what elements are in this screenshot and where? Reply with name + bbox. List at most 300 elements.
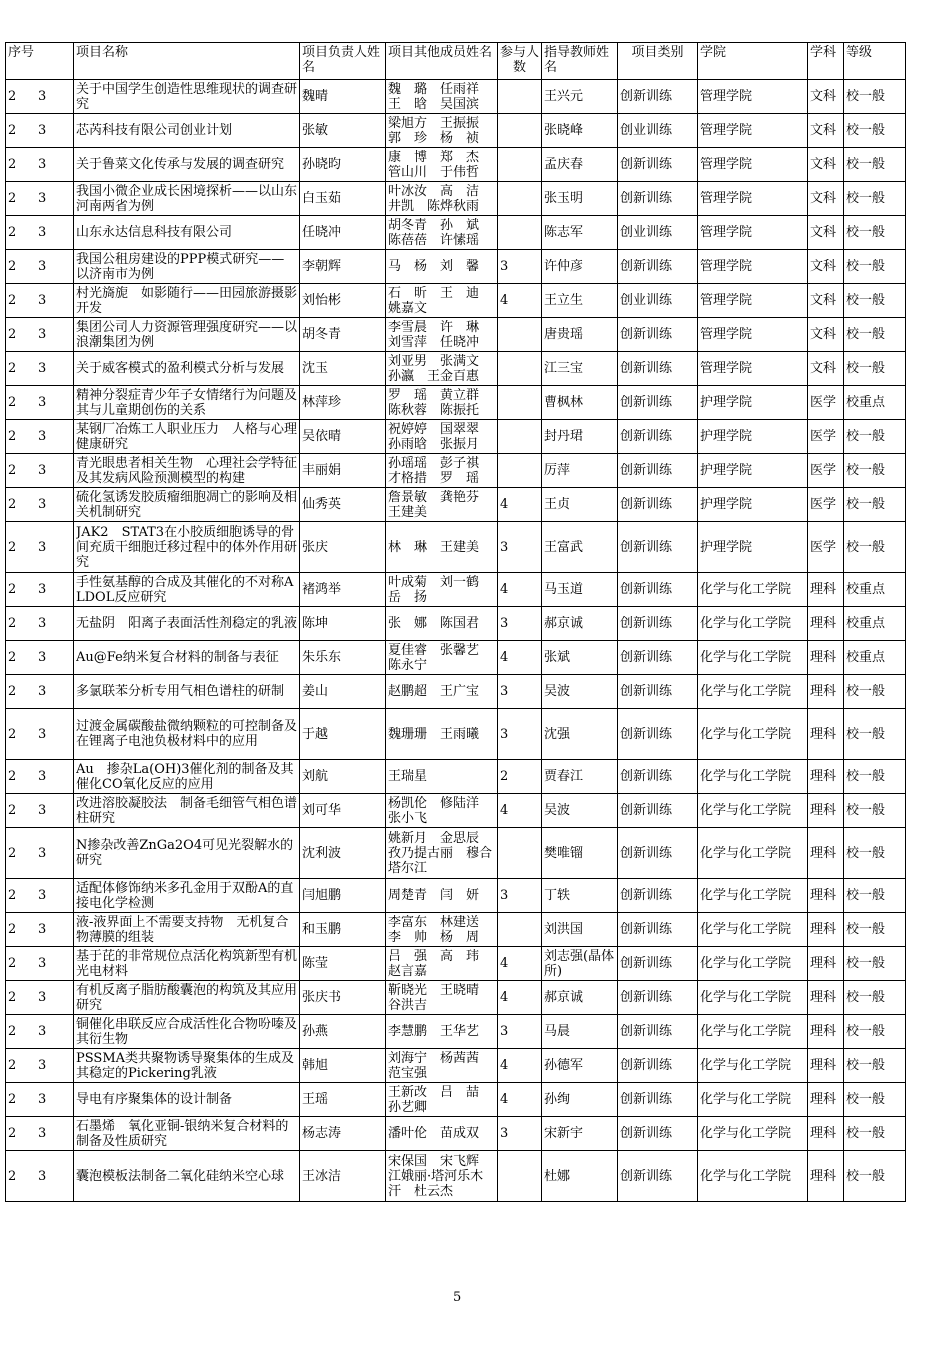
grade-cell — [844, 828, 906, 879]
seq-part-b: 3 — [38, 429, 47, 444]
header-seq: 序号 — [6, 43, 74, 80]
college-cell-text: 化学与化工学院 — [700, 1092, 792, 1107]
members-cell — [386, 352, 498, 386]
project-name-cell-text: 有机反离子脂肪酸囊泡的构筑及其应用研究 — [76, 982, 297, 1013]
project-name-cell — [74, 760, 300, 794]
size-cell-text: 4 — [500, 293, 509, 308]
seq-cell — [6, 675, 74, 709]
type-cell — [618, 522, 698, 573]
leader-cell — [300, 675, 386, 709]
members-cell-text: 罗 瑶 黄立群 陈秋蓉 陈振托 — [388, 387, 493, 418]
college-cell-text: 化学与化工学院 — [700, 990, 792, 1005]
members-cell — [386, 182, 498, 216]
leader-cell-text: 朱乐东 — [302, 650, 342, 665]
project-name-cell-text: 多氯联苯分析专用气相色谱柱的研制 — [76, 684, 285, 699]
seq-part-b: 3 — [38, 726, 47, 742]
size-cell-text: 3 — [500, 616, 509, 631]
project-name-cell-text: 手性氨基醇的合成及其催化的不对称ALDOL反应研究 — [76, 574, 294, 605]
seq-part-a: 2 — [8, 497, 17, 512]
header-discipline: 学科 — [808, 43, 844, 80]
table-row — [6, 420, 906, 454]
leader-cell-text: 沈利波 — [302, 845, 342, 861]
type-cell-text: 创新训练 — [620, 395, 673, 410]
grade-cell-text: 校重点 — [846, 582, 886, 597]
project-name-cell — [74, 879, 300, 913]
advisor-cell — [542, 250, 618, 284]
members-cell-text: 叶冰汝 高 洁 井凯 陈烨秋雨 — [388, 183, 493, 214]
advisor-cell — [542, 760, 618, 794]
college-cell — [698, 573, 808, 607]
type-cell — [618, 709, 698, 760]
advisor-cell — [542, 80, 618, 114]
advisor-cell-text: 杜娜 — [544, 1168, 571, 1184]
size-cell — [498, 454, 542, 488]
college-cell — [698, 420, 808, 454]
type-cell — [618, 794, 698, 828]
discipline-cell-text: 理科 — [810, 1092, 837, 1107]
size-cell-text: 3 — [500, 539, 509, 555]
college-cell-text: 护理学院 — [700, 497, 753, 512]
size-cell — [498, 1117, 542, 1151]
grade-cell-text: 校一般 — [846, 157, 886, 172]
discipline-cell-text: 理科 — [810, 956, 837, 971]
members-cell-text: 詹景敏 龚艳芬 王建美 — [388, 489, 493, 520]
seq-part-a: 2 — [8, 327, 17, 342]
advisor-cell-text: 郝京诚 — [544, 990, 584, 1005]
type-cell-text: 创新训练 — [620, 803, 673, 818]
seq-part-b: 3 — [38, 803, 47, 818]
project-name-cell — [74, 947, 300, 981]
grade-cell — [844, 182, 906, 216]
type-cell-text: 创新训练 — [620, 684, 673, 699]
grade-cell — [844, 1151, 906, 1202]
leader-cell-text: 林萍珍 — [302, 395, 342, 410]
size-cell — [498, 1083, 542, 1117]
project-name-cell-text: 基于芘的非常规位点活化构筑新型有机光电材料 — [76, 948, 297, 979]
leader-cell-text: 张庆书 — [302, 990, 342, 1005]
members-cell — [386, 607, 498, 641]
advisor-cell — [542, 641, 618, 675]
type-cell-text: 创新训练 — [620, 845, 673, 861]
members-cell-text: 吕 强 高 玮 赵言嘉 — [388, 948, 493, 979]
discipline-cell — [808, 454, 844, 488]
seq-cell — [6, 182, 74, 216]
members-cell — [386, 522, 498, 573]
project-name-cell-text: N掺杂改善ZnGa2O4可见光裂解水的研究 — [76, 838, 294, 868]
college-cell-text: 管理学院 — [700, 225, 753, 240]
leader-cell-text: 于越 — [302, 726, 329, 742]
seq-part-a: 2 — [8, 582, 17, 597]
leader-cell-text: 韩旭 — [302, 1058, 329, 1073]
project-name-cell-text: 集团公司人力资源管理强度研究——以浪潮集团为例 — [76, 319, 297, 350]
leader-cell-text: 李朝辉 — [302, 259, 342, 274]
grade-cell — [844, 318, 906, 352]
size-cell-text: 4 — [500, 650, 509, 665]
seq-part-b: 3 — [38, 956, 47, 971]
seq-part-a: 2 — [8, 803, 17, 818]
seq-part-a: 2 — [8, 956, 17, 971]
college-cell-text: 管理学院 — [700, 361, 753, 376]
type-cell — [618, 318, 698, 352]
size-cell-text: 3 — [500, 888, 509, 903]
grade-cell — [844, 216, 906, 250]
discipline-cell-text: 理科 — [810, 803, 837, 818]
type-cell — [618, 386, 698, 420]
type-cell — [618, 947, 698, 981]
college-cell-text: 化学与化工学院 — [700, 582, 792, 597]
project-name-cell-text: 硫化氢诱发胶质瘤细胞凋亡的影响及相关机制研究 — [76, 489, 297, 520]
grade-cell-text: 校重点 — [846, 650, 886, 665]
advisor-cell-text: 厉萍 — [544, 463, 571, 478]
grade-cell-text: 校一般 — [846, 539, 886, 555]
leader-cell — [300, 947, 386, 981]
size-cell — [498, 794, 542, 828]
seq-part-a: 2 — [8, 463, 17, 478]
grade-cell — [844, 250, 906, 284]
grade-cell — [844, 641, 906, 675]
seq-cell — [6, 1083, 74, 1117]
size-cell-text: 4 — [500, 803, 509, 818]
size-cell — [498, 80, 542, 114]
header-name: 项目名称 — [74, 43, 300, 80]
advisor-cell — [542, 522, 618, 573]
members-cell-text: 靳晓光 王晓晴 谷洪吉 — [388, 982, 493, 1013]
type-cell — [618, 182, 698, 216]
project-name-cell-text: 无盐阴 阳离子表面活性剂稳定的乳液 — [76, 616, 297, 631]
project-name-cell — [74, 386, 300, 420]
college-cell — [698, 454, 808, 488]
grade-cell-text: 校一般 — [846, 1092, 886, 1107]
members-cell-text: 祝婷婷 国翠翠 孙雨晗 张振月 — [388, 421, 493, 452]
project-name-cell-text: JAK2 STAT3在小胶质细胞诱导的骨间充质干细胞迁移过程中的体外作用研究 — [76, 524, 297, 570]
leader-cell — [300, 1083, 386, 1117]
project-name-cell — [74, 794, 300, 828]
leader-cell-text: 王瑶 — [302, 1092, 329, 1107]
members-cell — [386, 573, 498, 607]
discipline-cell-text: 理科 — [810, 769, 837, 784]
members-cell-text: 夏佳睿 张馨艺 陈永宁 — [388, 642, 493, 673]
seq-cell — [6, 794, 74, 828]
seq-cell — [6, 284, 74, 318]
college-cell — [698, 522, 808, 573]
leader-cell — [300, 114, 386, 148]
table-row — [6, 828, 906, 879]
leader-cell-text: 魏晴 — [302, 89, 329, 104]
grade-cell-text: 校重点 — [846, 616, 886, 631]
advisor-cell-text: 樊唯镏 — [544, 845, 584, 861]
grade-cell — [844, 386, 906, 420]
members-cell-text: 李富东 林建送 李 帅 杨 周 — [388, 914, 493, 945]
type-cell — [618, 216, 698, 250]
grade-cell-text: 校重点 — [846, 395, 886, 410]
seq-cell — [6, 488, 74, 522]
header-members — [386, 43, 498, 80]
grade-cell — [844, 114, 906, 148]
grade-cell-text: 校一般 — [846, 1024, 886, 1039]
type-cell-text: 创新训练 — [620, 497, 673, 512]
type-cell — [618, 114, 698, 148]
type-cell-text: 创新训练 — [620, 259, 673, 274]
seq-part-a: 2 — [8, 123, 17, 138]
members-cell — [386, 1151, 498, 1202]
project-name-cell — [74, 488, 300, 522]
grade-cell-text: 校一般 — [846, 361, 886, 376]
grade-cell — [844, 80, 906, 114]
leader-cell — [300, 828, 386, 879]
project-name-cell — [74, 675, 300, 709]
grade-cell-text: 校一般 — [846, 89, 886, 104]
discipline-cell-text: 理科 — [810, 582, 837, 597]
leader-cell — [300, 1049, 386, 1083]
seq-cell — [6, 709, 74, 760]
seq-part-b: 3 — [38, 1058, 47, 1073]
college-cell — [698, 641, 808, 675]
seq-cell — [6, 828, 74, 879]
type-cell — [618, 828, 698, 879]
seq-part-a: 2 — [8, 616, 17, 631]
members-cell-text: 石 昕 王 迪 姚嘉文 — [388, 285, 493, 316]
size-cell — [498, 709, 542, 760]
college-cell — [698, 947, 808, 981]
grade-cell — [844, 522, 906, 573]
discipline-cell-text: 医学 — [810, 497, 837, 512]
project-table — [5, 42, 906, 1202]
seq-part-b: 3 — [38, 123, 47, 138]
project-name-cell-text: Au@Fe纳米复合材料的制备与表征 — [76, 650, 279, 665]
size-cell — [498, 386, 542, 420]
project-name-cell-text: 过渡金属碳酸盐微纳颗粒的可控制备及在锂离子电池负极材料中的应用 — [76, 719, 297, 749]
table-row — [6, 760, 906, 794]
members-cell-text: 王瑞星 — [388, 769, 428, 784]
seq-cell — [6, 641, 74, 675]
size-cell — [498, 182, 542, 216]
size-cell — [498, 216, 542, 250]
leader-cell — [300, 386, 386, 420]
type-cell-text: 创新训练 — [620, 1092, 673, 1107]
leader-cell-text: 张庆 — [302, 539, 329, 555]
college-cell — [698, 760, 808, 794]
table-row — [6, 250, 906, 284]
seq-part-a: 2 — [8, 845, 17, 861]
table-row — [6, 1015, 906, 1049]
college-cell — [698, 607, 808, 641]
seq-part-b: 3 — [38, 539, 47, 555]
type-cell — [618, 1151, 698, 1202]
project-name-cell — [74, 148, 300, 182]
size-cell — [498, 250, 542, 284]
type-cell-text: 创新训练 — [620, 769, 673, 784]
table-row — [6, 488, 906, 522]
college-cell-text: 化学与化工学院 — [700, 769, 792, 784]
advisor-cell-text: 刘洪国 — [544, 922, 584, 937]
size-cell — [498, 522, 542, 573]
type-cell — [618, 284, 698, 318]
discipline-cell — [808, 573, 844, 607]
discipline-cell-text: 理科 — [810, 1126, 837, 1141]
grade-cell-text: 校一般 — [846, 429, 886, 444]
type-cell — [618, 913, 698, 947]
college-cell-text: 化学与化工学院 — [700, 803, 792, 818]
seq-part-b: 3 — [38, 1168, 47, 1184]
college-cell — [698, 1083, 808, 1117]
project-name-cell — [74, 420, 300, 454]
seq-part-a: 2 — [8, 650, 17, 665]
advisor-cell — [542, 420, 618, 454]
table-row — [6, 454, 906, 488]
members-cell-text: 姚新月 金思辰 孜乃提古丽 穆合塔尔江 — [388, 830, 493, 876]
seq-part-b: 3 — [38, 990, 47, 1005]
college-cell-text: 化学与化工学院 — [700, 1126, 792, 1141]
table-row — [6, 607, 906, 641]
type-cell — [618, 1083, 698, 1117]
table-row — [6, 947, 906, 981]
table-row — [6, 913, 906, 947]
members-cell — [386, 284, 498, 318]
size-cell — [498, 1151, 542, 1202]
seq-part-b: 3 — [38, 922, 47, 937]
leader-cell-text: 白玉茹 — [302, 191, 342, 206]
type-cell-text: 创新训练 — [620, 616, 673, 631]
table-body — [6, 80, 906, 1202]
project-name-cell — [74, 1151, 300, 1202]
seq-part-a: 2 — [8, 539, 17, 555]
type-cell — [618, 148, 698, 182]
seq-part-b: 3 — [38, 1092, 47, 1107]
type-cell — [618, 641, 698, 675]
seq-cell — [6, 573, 74, 607]
table-row — [6, 148, 906, 182]
members-cell — [386, 675, 498, 709]
discipline-cell — [808, 947, 844, 981]
grade-cell-text: 校一般 — [846, 123, 886, 138]
advisor-cell — [542, 386, 618, 420]
page-number: 5 — [453, 1290, 462, 1305]
members-cell — [386, 454, 498, 488]
type-cell — [618, 250, 698, 284]
advisor-cell — [542, 794, 618, 828]
size-cell — [498, 641, 542, 675]
grade-cell-text: 校一般 — [846, 1168, 886, 1184]
type-cell-text: 创新训练 — [620, 990, 673, 1005]
advisor-cell — [542, 454, 618, 488]
leader-cell-text: 张敏 — [302, 123, 329, 138]
leader-cell — [300, 641, 386, 675]
seq-part-b: 3 — [38, 1126, 47, 1141]
advisor-cell-text: 唐贵瑶 — [544, 327, 584, 342]
leader-cell — [300, 1015, 386, 1049]
advisor-cell — [542, 675, 618, 709]
advisor-cell — [542, 318, 618, 352]
header-size-text: 参与人数 — [500, 45, 539, 75]
type-cell-text: 创新训练 — [620, 1126, 673, 1141]
seq-cell — [6, 454, 74, 488]
project-name-cell — [74, 573, 300, 607]
seq-cell — [6, 879, 74, 913]
college-cell — [698, 216, 808, 250]
grade-cell-text: 校一般 — [846, 1058, 886, 1073]
type-cell-text: 创业训练 — [620, 293, 673, 308]
leader-cell — [300, 318, 386, 352]
advisor-cell-text: 吴波 — [544, 684, 571, 699]
table-row — [6, 1117, 906, 1151]
size-cell-text: 4 — [500, 1058, 509, 1073]
seq-part-a: 2 — [8, 990, 17, 1005]
discipline-cell-text: 理科 — [810, 1168, 837, 1184]
college-cell-text: 管理学院 — [700, 293, 753, 308]
leader-cell — [300, 709, 386, 760]
leader-cell — [300, 216, 386, 250]
type-cell-text: 创新训练 — [620, 157, 673, 172]
advisor-cell — [542, 114, 618, 148]
leader-cell-text: 杨志涛 — [302, 1126, 342, 1141]
size-cell — [498, 879, 542, 913]
leader-cell-text: 褚鸿举 — [302, 582, 342, 597]
table-row — [6, 1151, 906, 1202]
discipline-cell-text: 文科 — [810, 327, 837, 342]
college-cell — [698, 981, 808, 1015]
type-cell-text: 创新训练 — [620, 191, 673, 206]
advisor-cell — [542, 1049, 618, 1083]
members-cell-text: 康 博 郑 杰 管山川 于伟哲 — [388, 149, 493, 180]
members-cell-text: 潘叶伦 苗成双 — [388, 1126, 480, 1141]
members-cell-text: 周楚青 闫 妍 — [388, 888, 480, 903]
project-name-cell — [74, 522, 300, 573]
seq-part-a: 2 — [8, 157, 17, 172]
leader-cell — [300, 607, 386, 641]
grade-cell — [844, 794, 906, 828]
seq-part-b: 3 — [38, 684, 47, 699]
advisor-cell-text: 江三宝 — [544, 361, 584, 376]
seq-part-a: 2 — [8, 1058, 17, 1073]
table-header — [6, 43, 906, 80]
project-name-cell-text: PSSMA类共聚物诱导聚集体的生成及其稳定的Pickering乳液 — [76, 1050, 295, 1081]
project-name-cell — [74, 607, 300, 641]
seq-part-b: 3 — [38, 497, 47, 512]
discipline-cell-text: 理科 — [810, 922, 837, 937]
members-cell-text: 张 娜 陈国君 — [388, 616, 480, 631]
seq-part-b: 3 — [38, 650, 47, 665]
leader-cell — [300, 913, 386, 947]
grade-cell-text: 校一般 — [846, 803, 886, 818]
seq-cell — [6, 114, 74, 148]
type-cell-text: 创新训练 — [620, 582, 673, 597]
project-name-cell — [74, 828, 300, 879]
grade-cell — [844, 1015, 906, 1049]
seq-cell — [6, 947, 74, 981]
type-cell-text: 创新训练 — [620, 429, 673, 444]
size-cell-text: 3 — [500, 259, 509, 274]
advisor-cell — [542, 1151, 618, 1202]
discipline-cell-text: 理科 — [810, 616, 837, 631]
advisor-cell-text: 郝京诚 — [544, 616, 584, 631]
advisor-cell-text: 许仲彦 — [544, 259, 584, 274]
project-name-cell — [74, 182, 300, 216]
college-cell — [698, 1117, 808, 1151]
members-cell-text: 林 琳 王建美 — [388, 539, 480, 555]
grade-cell — [844, 352, 906, 386]
size-cell — [498, 318, 542, 352]
type-cell — [618, 675, 698, 709]
advisor-cell-text: 曹枫林 — [544, 395, 584, 410]
seq-part-b: 3 — [38, 845, 47, 861]
project-name-cell-text: 山东永达信息科技有限公司 — [76, 225, 233, 240]
size-cell-text: 3 — [500, 684, 509, 699]
advisor-cell — [542, 352, 618, 386]
size-cell-text: 3 — [500, 1126, 509, 1141]
discipline-cell — [808, 1117, 844, 1151]
advisor-cell — [542, 216, 618, 250]
college-cell — [698, 182, 808, 216]
